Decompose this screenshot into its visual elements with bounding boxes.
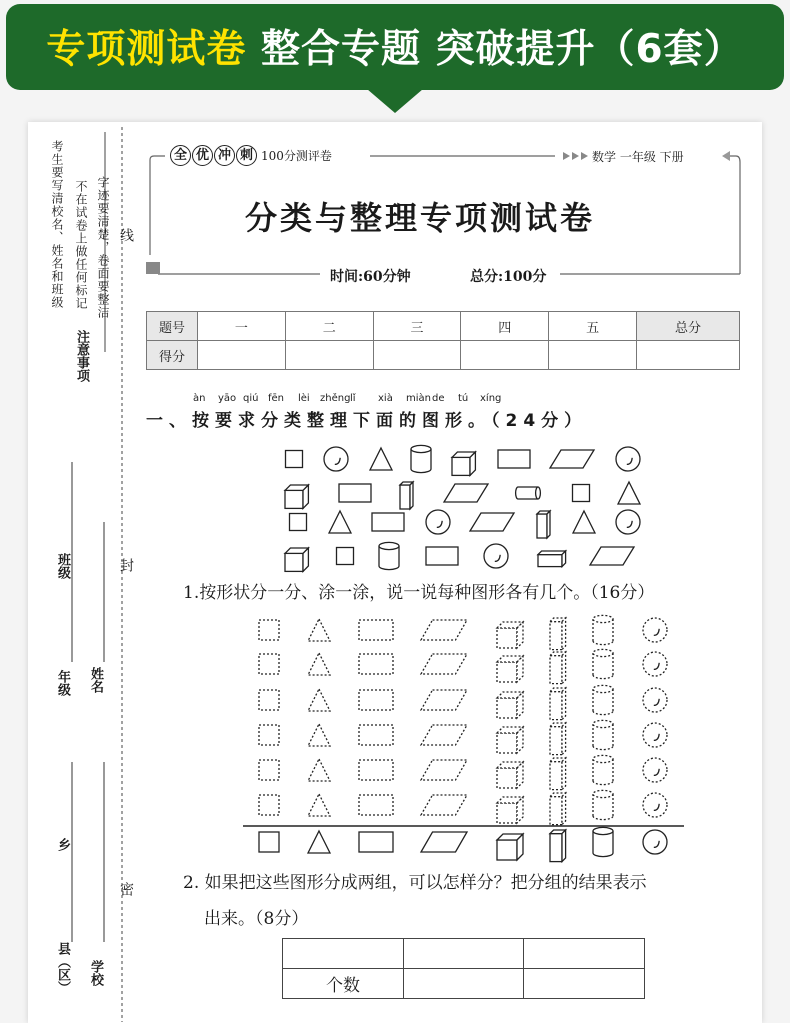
score-header-cell: 二 bbox=[285, 312, 373, 341]
sphere-shape bbox=[643, 723, 667, 747]
triangle-shape bbox=[370, 448, 392, 470]
cube-shape bbox=[497, 622, 523, 648]
seal-line-mi: 密 bbox=[118, 882, 134, 896]
cuboid-shape bbox=[550, 830, 566, 862]
triangle-shape bbox=[618, 482, 640, 504]
seal-line-xian: 线 bbox=[118, 228, 134, 242]
rectangle-shape bbox=[359, 795, 393, 815]
sphere-shape bbox=[616, 510, 640, 534]
triangle-shape bbox=[308, 653, 330, 675]
score-header-cell: 三 bbox=[373, 312, 461, 341]
notes-title: 注意事项 bbox=[74, 330, 89, 382]
triangle-shape bbox=[573, 511, 595, 533]
label-xuexiao: 学校 bbox=[88, 960, 103, 986]
cube-shape bbox=[497, 727, 523, 753]
parallelogram-shape bbox=[550, 450, 594, 468]
sphere-shape bbox=[643, 618, 667, 642]
parallelogram-shape bbox=[444, 484, 488, 502]
cube-shape bbox=[497, 656, 523, 682]
sphere-shape bbox=[324, 447, 348, 471]
score-header-cell: 四 bbox=[461, 312, 549, 341]
cuboid-shape bbox=[550, 793, 566, 825]
square-shape bbox=[286, 451, 303, 468]
note-1: 考生要写清校名、姓名和班级 bbox=[50, 140, 64, 309]
cylinder-shape bbox=[593, 720, 613, 749]
cuboid-shape bbox=[550, 652, 566, 684]
pinyin-syllable: xíng bbox=[480, 393, 502, 404]
sphere-shape bbox=[616, 447, 640, 471]
cube-shape bbox=[452, 452, 475, 475]
pinyin-syllable: tú bbox=[458, 393, 469, 404]
cuboid-shape bbox=[400, 482, 413, 509]
paper-title: 分类与整理专项测试卷 bbox=[244, 199, 595, 237]
pinyin-syllable: zhěng bbox=[320, 393, 351, 404]
cylinder-shape bbox=[411, 445, 431, 472]
cuboid-shape bbox=[537, 511, 550, 538]
score-header-cell: 总分 bbox=[637, 312, 740, 341]
square-shape bbox=[259, 725, 279, 745]
pinyin-syllable: yāo bbox=[218, 393, 237, 404]
sphere-shape bbox=[484, 544, 508, 568]
cuboid-shape bbox=[550, 758, 566, 790]
cuboid-shape bbox=[550, 723, 566, 755]
brand-char: 优 bbox=[192, 145, 213, 166]
brand-subtitle: 100分测评卷 bbox=[261, 149, 332, 163]
triangle-shape bbox=[308, 831, 330, 853]
sphere-shape bbox=[643, 758, 667, 782]
note-2: 不在试卷上做任何标记 bbox=[74, 180, 88, 310]
cube-shape bbox=[285, 548, 308, 571]
score-header-cell: 一 bbox=[198, 312, 286, 341]
result-cell[interactable] bbox=[403, 939, 524, 969]
pinyin-syllable: qiú bbox=[243, 393, 259, 404]
pinyin-syllable: de bbox=[432, 393, 445, 404]
rectangle-shape bbox=[359, 690, 393, 710]
result-cell[interactable] bbox=[403, 969, 524, 999]
result-cell[interactable] bbox=[524, 939, 645, 969]
time-label: 时间:60分钟 bbox=[330, 269, 411, 285]
rectangle-shape bbox=[339, 484, 371, 502]
rectangle-shape bbox=[426, 547, 458, 565]
parallelogram-shape bbox=[421, 620, 467, 640]
label-xian: 县（区） bbox=[55, 942, 70, 994]
sphere-shape bbox=[643, 830, 667, 854]
label-nianji: 年级 bbox=[55, 670, 70, 696]
brand-char: 刺 bbox=[236, 145, 257, 166]
cuboid-shape bbox=[550, 618, 566, 650]
parallelogram-shape bbox=[421, 654, 467, 674]
question-2-line-2: 出来。（8分） bbox=[204, 909, 309, 929]
result-count-label: 个数 bbox=[283, 969, 404, 999]
result-cell[interactable] bbox=[524, 969, 645, 999]
cube-shape bbox=[497, 834, 523, 860]
parallelogram-shape bbox=[421, 795, 467, 815]
cuboid-shape bbox=[550, 688, 566, 720]
triangle-shape bbox=[308, 724, 330, 746]
rectangle-shape bbox=[372, 513, 404, 531]
square-shape bbox=[337, 548, 354, 565]
score-header-cell: 题号 bbox=[147, 312, 198, 341]
brand-char: 冲 bbox=[214, 145, 235, 166]
note-3: 字迹要清楚，卷面要整洁 bbox=[96, 176, 110, 319]
rectangle-shape bbox=[359, 654, 393, 674]
triangle-shape bbox=[308, 689, 330, 711]
rectangle-shape bbox=[359, 620, 393, 640]
label-banji: 班级 bbox=[55, 553, 70, 579]
cylinder-shape bbox=[593, 615, 613, 644]
parallelogram-shape bbox=[421, 725, 467, 745]
pinyin-syllable: miàn bbox=[406, 393, 431, 404]
square-shape bbox=[259, 690, 279, 710]
square-shape bbox=[259, 795, 279, 815]
result-cell[interactable] bbox=[283, 939, 404, 969]
cylinder-shape bbox=[593, 685, 613, 714]
result-table bbox=[282, 938, 645, 999]
pinyin-syllable: xià bbox=[378, 393, 393, 404]
parallelogram-shape bbox=[590, 547, 634, 565]
sphere-shape bbox=[643, 688, 667, 712]
cuboid-shape bbox=[538, 551, 566, 567]
seal-line-feng: 封 bbox=[118, 558, 134, 572]
total-label: 总分:100分 bbox=[470, 269, 547, 285]
label-xingming: 姓名 bbox=[88, 667, 103, 693]
cube-shape bbox=[497, 762, 523, 788]
cylinder-shape bbox=[593, 755, 613, 784]
sphere-shape bbox=[426, 510, 450, 534]
cylinder-shape bbox=[379, 542, 399, 569]
question-1: 1.按形状分一分、涂一涂，说一说每种图形各有几个。（16分） bbox=[183, 583, 655, 603]
square-shape bbox=[290, 514, 307, 531]
triangle-shape bbox=[308, 794, 330, 816]
question-2-line-1: 2. 如果把这些图形分成两组，可以怎样分？把分组的结果表示 bbox=[183, 873, 647, 893]
pinyin-syllable: lǐ bbox=[350, 393, 356, 404]
rectangle-shape bbox=[359, 832, 393, 852]
brand-char: 全 bbox=[170, 145, 191, 166]
parallelogram-shape bbox=[421, 760, 467, 780]
rectangle-shape bbox=[359, 760, 393, 780]
rectangle-shape bbox=[498, 450, 530, 468]
cylinder-shape bbox=[593, 649, 613, 678]
triangle-shape bbox=[308, 759, 330, 781]
square-shape bbox=[259, 620, 279, 640]
label-xiang: 乡 bbox=[55, 838, 70, 851]
parallelogram-shape bbox=[421, 832, 467, 852]
square-shape bbox=[259, 654, 279, 674]
square-shape bbox=[259, 832, 279, 852]
square-shape bbox=[573, 485, 590, 502]
square-shape bbox=[259, 760, 279, 780]
grade-label: 数学 一年级 下册 bbox=[592, 150, 684, 164]
pinyin-syllable: fēn bbox=[268, 393, 285, 404]
cube-shape bbox=[285, 485, 308, 508]
parallelogram-shape bbox=[421, 690, 467, 710]
section-1-title: 一、按要求分类整理下面的图形。（24分） bbox=[146, 411, 588, 431]
rectangle-shape bbox=[359, 725, 393, 745]
parallelogram-shape bbox=[470, 513, 514, 531]
score-header-cell: 五 bbox=[549, 312, 637, 341]
pinyin-syllable: lèi bbox=[298, 393, 310, 404]
score-row-label: 得分 bbox=[147, 341, 198, 370]
banner-highlight: 专项测试卷 bbox=[46, 27, 247, 72]
cylinder-shape bbox=[516, 487, 541, 499]
pinyin-syllable: àn bbox=[193, 393, 206, 404]
cube-shape bbox=[497, 797, 523, 823]
cube-shape bbox=[497, 692, 523, 718]
sphere-shape bbox=[643, 652, 667, 676]
cylinder-shape bbox=[593, 790, 613, 819]
triangle-shape bbox=[329, 511, 351, 533]
banner-text: 整合专题 突破提升（6套） bbox=[260, 27, 744, 72]
triangle-shape bbox=[308, 619, 330, 641]
sphere-shape bbox=[643, 793, 667, 817]
cylinder-shape bbox=[593, 827, 613, 856]
